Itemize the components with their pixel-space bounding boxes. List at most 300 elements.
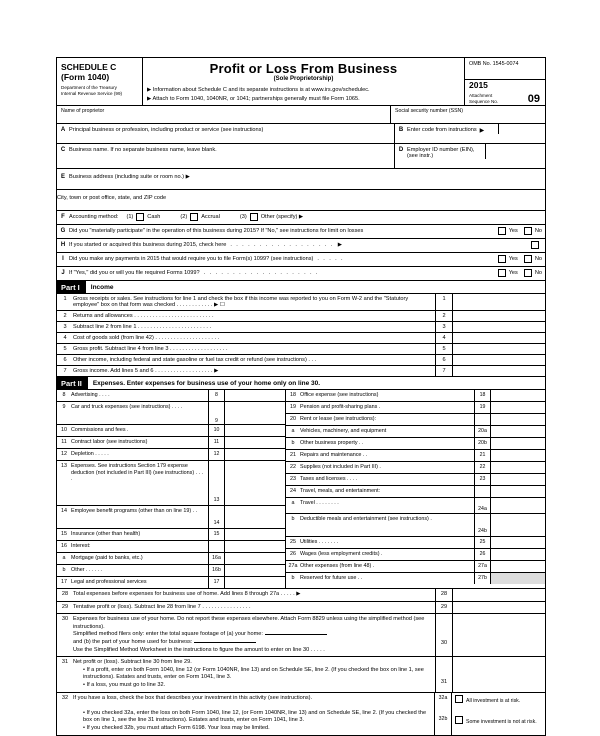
attachment-sequence bbox=[465, 91, 545, 105]
expense-num: 10 bbox=[61, 427, 67, 433]
row-i-label: Did you make any payments in 2015 that would require you to file Form(s) 1099? (see instructions) bbox=[69, 256, 314, 262]
line-29-amount[interactable] bbox=[453, 602, 545, 614]
expense-desc: Legal and professional services bbox=[71, 579, 147, 585]
expense-amount[interactable] bbox=[225, 402, 285, 424]
ssn-field[interactable] bbox=[391, 106, 545, 123]
expense-num: 22 bbox=[290, 464, 296, 470]
line-32a-row[interactable] bbox=[435, 693, 545, 714]
expense-amount[interactable] bbox=[225, 529, 285, 540]
expense-desc: Wages (less employment credits) . bbox=[300, 551, 383, 557]
cash-checkbox[interactable] bbox=[136, 213, 144, 221]
expense-amount[interactable] bbox=[491, 474, 545, 485]
expense-num: 11 bbox=[61, 439, 67, 445]
expense-num: 27a bbox=[288, 563, 298, 569]
line-31 bbox=[57, 657, 545, 692]
row-g-no-label: No bbox=[534, 228, 542, 234]
row-d-letter: D bbox=[398, 147, 404, 153]
expense-desc: Reserved for future use . . bbox=[300, 575, 363, 581]
row-j-dots: . . . . . . . . . . . . . . . . . . . . bbox=[203, 270, 319, 276]
expense-desc: Deductible meals and entertainment (see instructions) . bbox=[300, 516, 432, 522]
expense-amount[interactable] bbox=[225, 506, 285, 528]
expense-row bbox=[57, 506, 285, 529]
expense-desc: Travel . . . . . . . . bbox=[300, 500, 339, 506]
expense-num: 25 bbox=[290, 539, 296, 545]
row-i-no-label: No bbox=[534, 256, 542, 262]
row-h-dots: . . . . . . . . . . . . . . . . . . bbox=[230, 242, 334, 248]
line-30-num: 30 bbox=[61, 616, 69, 623]
expense-row bbox=[286, 438, 545, 450]
line-28-box-label: 28 bbox=[435, 589, 453, 601]
row-b-entry[interactable] bbox=[498, 124, 545, 134]
expense-row bbox=[57, 425, 285, 437]
part-1-header bbox=[57, 281, 545, 294]
row-d[interactable] bbox=[395, 144, 545, 168]
line-7 bbox=[57, 366, 545, 377]
line-1-desc: Gross receipts or sales. See instructions for line 1 and check the box if this income was reported to you on Form W-2 and the "Statutory employee" box on that form was checked . . . . . . . . . . . . ▶ ☐ bbox=[73, 296, 409, 308]
line-4-desc: Cost of goods sold (from line 42) . . . . . . . . . . . . . . . . . . . . . bbox=[73, 335, 220, 341]
expense-amount[interactable] bbox=[491, 498, 545, 513]
line-31-box-label: 31 bbox=[435, 657, 453, 691]
row-g bbox=[57, 225, 545, 239]
expense-line-label: 19 bbox=[474, 402, 491, 413]
row-h-arrow-icon: ▶ bbox=[337, 242, 343, 248]
line-4-box-label: 4 bbox=[435, 333, 453, 343]
expense-amount bbox=[491, 486, 545, 497]
row-g-yes-label: Yes bbox=[508, 228, 518, 234]
line-30-amount[interactable] bbox=[453, 614, 545, 656]
line-2-num: 2 bbox=[63, 313, 67, 319]
expense-amount[interactable] bbox=[491, 450, 545, 461]
expense-row bbox=[286, 573, 545, 584]
attachment-label-1: Attachment bbox=[469, 93, 493, 98]
row-a-letter: A bbox=[60, 127, 66, 133]
row-j-no-checkbox[interactable] bbox=[524, 269, 532, 277]
expense-amount bbox=[491, 414, 545, 425]
row-e-address[interactable] bbox=[57, 169, 545, 189]
expense-num: a bbox=[291, 500, 295, 506]
expense-num: 8 bbox=[62, 392, 66, 398]
row-c-d bbox=[57, 144, 545, 169]
line-5-desc: Gross profit. Subtract line 4 from line 3 . . . . . . . . . . . . . . . . . . . bbox=[73, 346, 228, 352]
line-1-num: 1 bbox=[63, 296, 67, 302]
omb-number: OMB No. 1545-0074 bbox=[465, 58, 545, 80]
expense-desc: Utilities . . . . . . . bbox=[300, 539, 339, 545]
line-32b-text: Some investment is not at risk. bbox=[466, 718, 537, 725]
row-h-letter: H bbox=[60, 242, 66, 248]
expense-row bbox=[57, 461, 285, 506]
line-3 bbox=[57, 322, 545, 333]
expense-amount[interactable] bbox=[225, 541, 285, 552]
expense-row bbox=[286, 537, 545, 549]
f-opt1-num: (1) bbox=[126, 214, 134, 220]
row-j-yes-label: Yes bbox=[508, 270, 518, 276]
sequence-number: 09 bbox=[527, 93, 540, 105]
accounting-method-label: Accounting method: bbox=[69, 214, 119, 220]
row-g-no-checkbox[interactable] bbox=[524, 227, 532, 235]
expense-line-label: 12 bbox=[208, 449, 225, 460]
line-28-num: 28 bbox=[61, 591, 69, 597]
expense-desc: Advertising . . . . bbox=[71, 392, 110, 398]
part-1-label: Part I bbox=[57, 281, 86, 293]
row-i-yes-checkbox[interactable] bbox=[498, 255, 506, 263]
attachment-label-2: Sequence No. bbox=[469, 98, 499, 104]
row-g-body bbox=[69, 225, 545, 238]
expense-amount[interactable] bbox=[491, 561, 545, 572]
form-title-block bbox=[143, 58, 465, 105]
row-g-yes-checkbox[interactable] bbox=[498, 227, 506, 235]
line-6 bbox=[57, 355, 545, 366]
row-c-label: Business name. If no separate business name, leave blank. bbox=[69, 147, 217, 153]
expense-row bbox=[57, 449, 285, 461]
line-30-desc-c: and (b) the part of your home used for business: bbox=[73, 638, 193, 645]
expense-row bbox=[286, 426, 545, 438]
row-i-body bbox=[69, 253, 545, 266]
expense-amount[interactable] bbox=[225, 577, 285, 588]
expense-num: 21 bbox=[290, 452, 296, 458]
expense-row bbox=[286, 414, 545, 426]
expense-line-label: 14 bbox=[208, 506, 225, 528]
row-b-arrow-icon: ▶ bbox=[479, 128, 485, 134]
expense-num: 26 bbox=[290, 551, 296, 557]
expense-line-label: 20b bbox=[474, 438, 491, 449]
row-i-dots: . . . . . bbox=[317, 256, 344, 262]
expenses-right-column bbox=[286, 390, 545, 588]
row-j-yes-checkbox[interactable] bbox=[498, 269, 506, 277]
expense-amount[interactable] bbox=[491, 390, 545, 401]
expense-line-label: 8 bbox=[208, 390, 225, 401]
row-i-letter: I bbox=[62, 256, 64, 262]
expense-desc: Rent or lease (see instructions): bbox=[300, 416, 377, 422]
attachment-sequence-label bbox=[465, 91, 498, 105]
part-2-header bbox=[57, 377, 545, 390]
expense-amount[interactable] bbox=[225, 553, 285, 564]
tax-year-value: 2015 bbox=[469, 80, 488, 90]
page-subtitle: (Sole Proprietorship) bbox=[273, 76, 334, 82]
expense-line-label: 18 bbox=[474, 390, 491, 401]
row-i bbox=[57, 253, 545, 267]
row-j bbox=[57, 267, 545, 281]
line-2-desc: Returns and allowances . . . . . . . . . . . . . . . . . . . . . . . . . . bbox=[73, 313, 214, 319]
expense-desc: Contract labor (see instructions) bbox=[71, 439, 148, 445]
line-6-desc: Other income, including federal and state gasoline or fuel tax credit or refund (see instructions) . . . bbox=[73, 357, 317, 363]
expense-line-label: 16a bbox=[208, 553, 225, 564]
expense-line-label: 9 bbox=[208, 402, 225, 424]
row-a-label: Principal business or profession, including product or service (see instructions) bbox=[69, 127, 264, 133]
expense-desc: Insurance (other than health) bbox=[71, 531, 141, 537]
row-b-letter: B bbox=[398, 127, 404, 133]
line-32b-row[interactable] bbox=[435, 714, 545, 735]
ssn-label: Social security number (SSN) bbox=[395, 108, 464, 114]
line-7-amount[interactable] bbox=[453, 366, 545, 376]
line-5-amount[interactable] bbox=[453, 344, 545, 354]
line-30-business-sqft-input[interactable] bbox=[194, 642, 256, 643]
line-1-amount[interactable] bbox=[453, 294, 545, 310]
all-investment-at-risk-checkbox[interactable] bbox=[455, 695, 463, 703]
expense-row bbox=[286, 514, 545, 537]
row-f-letter: F bbox=[61, 214, 65, 220]
proprietor-label: Name of proprietor bbox=[61, 108, 105, 114]
line-4-num: 4 bbox=[63, 335, 67, 341]
expense-num: b bbox=[291, 575, 295, 581]
expense-num: 20 bbox=[290, 416, 296, 422]
line-7-desc: Gross income. Add lines 5 and 6 . . . . . . . . . . . . . . . . . . . ▶ bbox=[73, 368, 219, 374]
expenses-left-column bbox=[57, 390, 286, 588]
row-i-yes-label: Yes bbox=[508, 256, 518, 262]
expense-num: 23 bbox=[290, 476, 296, 482]
expense-line-label: 16b bbox=[208, 565, 225, 576]
expense-num: b bbox=[291, 516, 295, 522]
row-g-label: Did you "materially participate" in the operation of this business during 2015? If "No," see instructions for limit on losses bbox=[69, 228, 364, 234]
line-30-desc-b: Simplified method filers only: enter the total square footage of (a) your home: bbox=[73, 631, 263, 638]
line-6-num: 6 bbox=[63, 357, 67, 363]
line-1-box-label: 1 bbox=[435, 294, 453, 310]
expense-amount[interactable] bbox=[225, 390, 285, 401]
line-6-amount[interactable] bbox=[453, 355, 545, 365]
row-j-yesno bbox=[492, 269, 545, 277]
line-5 bbox=[57, 344, 545, 355]
row-e-city-cell[interactable] bbox=[57, 190, 545, 210]
row-d-entry[interactable] bbox=[485, 144, 545, 159]
expense-desc: Other expenses (from line 48) . bbox=[300, 563, 375, 569]
expense-desc: Supplies (not included in Part III) . bbox=[300, 464, 381, 470]
row-j-no-label: No bbox=[534, 270, 542, 276]
line-32b-option[interactable] bbox=[452, 714, 539, 735]
line-29-desc: Tentative profit or (loss). Subtract line 28 from line 7 . . . . . . . . . . . . . . . . bbox=[73, 603, 251, 610]
line-4 bbox=[57, 333, 545, 344]
expense-amount[interactable] bbox=[225, 461, 285, 505]
proprietor-field[interactable] bbox=[57, 106, 391, 123]
line-32 bbox=[57, 693, 545, 735]
expense-amount bbox=[491, 573, 545, 584]
expense-amount[interactable] bbox=[491, 514, 545, 536]
expense-desc: Taxes and licenses . . . . bbox=[300, 476, 358, 482]
line-32a-option[interactable] bbox=[452, 693, 522, 714]
expense-desc: Travel, meals, and entertainment: bbox=[300, 488, 381, 494]
row-j-body bbox=[69, 267, 545, 280]
line-32-desc-b: • If you checked 32a, enter the loss on both Form 1040, line 12, (or Form 1040NR, line 13) and on Schedule SE, line 2. (If you checked the box on line 1, see the line 31 instructions). Estates and trusts, enter on Form 1041, line 3. bbox=[83, 709, 427, 724]
expense-line-label: 11 bbox=[208, 437, 225, 448]
line-30-box-label: 30 bbox=[435, 614, 453, 656]
part-2-title: Expenses. Enter expenses for business use of your home only on line 30. bbox=[92, 379, 321, 387]
schedule-c-form bbox=[56, 57, 546, 736]
expense-desc: Office expense (see instructions) bbox=[300, 392, 379, 398]
line-31-desc-b: • If a profit, enter on both Form 1040, line 12 (or Form 1040NR, line 13) and on Schedule SE, line 2. (If you checked the box on line 1, see instructions). Estates and trusts, enter on Form 1041, line 3. bbox=[83, 666, 424, 681]
expense-row bbox=[286, 450, 545, 462]
row-h-checkbox-wrap bbox=[525, 241, 545, 249]
row-h-checkbox[interactable] bbox=[531, 241, 539, 249]
expense-line-label bbox=[474, 486, 491, 497]
line-30 bbox=[57, 614, 545, 657]
f-opt3-label: Other (specify) ▶ bbox=[260, 214, 304, 220]
row-a-b bbox=[57, 124, 545, 144]
f-opt2-label: Accrual bbox=[201, 214, 220, 220]
expense-row bbox=[57, 529, 285, 541]
row-g-letter: G bbox=[60, 228, 66, 234]
line-31-amount[interactable] bbox=[453, 657, 545, 691]
line-3-amount[interactable] bbox=[453, 322, 545, 332]
expense-amount[interactable] bbox=[225, 565, 285, 576]
row-h bbox=[57, 239, 545, 253]
expense-row bbox=[57, 437, 285, 449]
expense-amount[interactable] bbox=[225, 449, 285, 460]
row-a[interactable] bbox=[57, 124, 395, 143]
accrual-checkbox[interactable] bbox=[190, 213, 198, 221]
page-title: Profit or Loss From Business bbox=[209, 61, 398, 76]
expense-num: 16 bbox=[61, 543, 67, 549]
f-opt1-label: Cash bbox=[147, 214, 161, 220]
attach-line: ▶ Attach to Form 1040, 1040NR, or 1041; partnerships generally must file Form 1065. bbox=[147, 96, 360, 102]
dept-line-1: Department of the Treasury bbox=[61, 85, 117, 90]
f-opt3-num: (3) bbox=[239, 214, 247, 220]
expense-line-label: 23 bbox=[474, 474, 491, 485]
expense-num: 12 bbox=[61, 451, 67, 457]
expense-desc: Other . . . . . . bbox=[71, 567, 103, 573]
line-5-box-label: 5 bbox=[435, 344, 453, 354]
expense-line-label: 25 bbox=[474, 537, 491, 548]
expense-line-label: 10 bbox=[208, 425, 225, 436]
expense-line-label: 24a bbox=[474, 498, 491, 513]
row-i-no-checkbox[interactable] bbox=[524, 255, 532, 263]
line-28-desc: Total expenses before expenses for business use of home. Add lines 8 through 27a . . . . . ▶ bbox=[73, 591, 301, 597]
omb-block bbox=[465, 58, 545, 105]
row-j-letter: J bbox=[61, 270, 65, 276]
line-32a-label: 32a bbox=[435, 693, 452, 714]
expense-num: 9 bbox=[62, 404, 66, 410]
some-investment-not-at-risk-checkbox[interactable] bbox=[455, 716, 463, 724]
line-1 bbox=[57, 294, 545, 311]
line-31-desc bbox=[73, 657, 435, 691]
expense-amount[interactable] bbox=[491, 537, 545, 548]
expense-line-label: 27b bbox=[474, 573, 491, 584]
expense-amount[interactable] bbox=[491, 402, 545, 413]
form-header bbox=[57, 58, 545, 106]
line-2-amount[interactable] bbox=[453, 311, 545, 321]
line-29-num: 29 bbox=[61, 603, 69, 610]
row-h-body bbox=[69, 239, 545, 252]
row-c-letter: C bbox=[60, 147, 66, 153]
expense-line-label: 21 bbox=[474, 450, 491, 461]
expense-num: 15 bbox=[61, 531, 67, 537]
row-f bbox=[57, 211, 545, 225]
expense-desc: Expenses. See instructions Section 179 expense deduction (not included in Part III) (see instructions) . . . . bbox=[71, 463, 204, 483]
row-d-label: Employer ID number (EIN), (see instr.) bbox=[407, 147, 475, 159]
expense-line-label: 13 bbox=[208, 461, 225, 505]
expense-row bbox=[286, 561, 545, 573]
expense-num: 14 bbox=[61, 508, 67, 514]
line-32-risk-box bbox=[434, 693, 545, 735]
expense-num: 24 bbox=[290, 488, 296, 494]
line-2-box-label: 2 bbox=[435, 311, 453, 321]
row-c[interactable] bbox=[57, 144, 395, 168]
row-e-city[interactable] bbox=[57, 190, 545, 211]
line-7-box-label: 7 bbox=[435, 366, 453, 376]
part-2-label: Part II bbox=[57, 377, 88, 389]
other-method-checkbox[interactable] bbox=[250, 213, 258, 221]
line-32-num: 32 bbox=[61, 694, 69, 701]
expense-desc: Commissions and fees . bbox=[71, 427, 129, 433]
expense-line-label: 15 bbox=[208, 529, 225, 540]
form-identifier bbox=[57, 58, 143, 105]
row-e-letter: E bbox=[60, 174, 65, 180]
expense-num: 13 bbox=[61, 463, 67, 469]
expense-row bbox=[286, 549, 545, 561]
expense-desc: Employee benefit programs (other than on line 19) . . bbox=[71, 508, 198, 514]
line-2 bbox=[57, 311, 545, 322]
expense-row bbox=[57, 565, 285, 577]
expense-line-label: 17 bbox=[208, 577, 225, 588]
line-32-desc-a: If you have a loss, check the box that describes your investment in this activity (see instructions). bbox=[73, 694, 313, 701]
line-28-amount[interactable] bbox=[453, 589, 545, 601]
line-4-amount[interactable] bbox=[453, 333, 545, 343]
expense-amount[interactable] bbox=[225, 437, 285, 448]
expense-num: 18 bbox=[290, 392, 296, 398]
row-e-city-label: City, town or post office, state, and ZIP code bbox=[57, 195, 167, 201]
row-b[interactable] bbox=[395, 124, 545, 143]
line-31-num: 31 bbox=[61, 659, 69, 666]
line-31-desc-a: Net profit or (loss). Subtract line 30 from line 29. bbox=[73, 659, 192, 666]
expense-line-label: 26 bbox=[474, 549, 491, 560]
line-30-desc bbox=[73, 614, 435, 656]
expense-desc: Interest: bbox=[71, 543, 91, 549]
expense-row bbox=[57, 577, 285, 588]
line-31-desc-c: • If a loss, you must go to line 32. bbox=[83, 681, 166, 688]
expense-amount[interactable] bbox=[491, 438, 545, 449]
line-32-desc bbox=[73, 693, 434, 735]
expense-row bbox=[57, 553, 285, 565]
expense-desc: Depletion . . . . . bbox=[71, 451, 109, 457]
expense-amount[interactable] bbox=[225, 425, 285, 436]
expense-amount[interactable] bbox=[491, 426, 545, 437]
name-ssn-row bbox=[57, 106, 545, 124]
row-g-yesno bbox=[492, 227, 545, 235]
line-32b-label: 32b bbox=[435, 714, 452, 735]
expense-row bbox=[286, 462, 545, 474]
expense-num: b bbox=[62, 567, 66, 573]
schedule-label: SCHEDULE C bbox=[61, 62, 117, 72]
line-32-desc-c: • If you checked 32b, you must attach Form 6198. Your loss may be limited. bbox=[83, 724, 270, 731]
row-e[interactable] bbox=[57, 169, 545, 190]
expense-amount[interactable] bbox=[491, 549, 545, 560]
expense-row bbox=[57, 402, 285, 425]
expense-row bbox=[286, 402, 545, 414]
expense-desc: Repairs and maintenance . . bbox=[300, 452, 368, 458]
line-29-box-label: 29 bbox=[435, 602, 453, 614]
line-30-desc-a: Expenses for business use of your home. Do not report these expenses elsewhere. Attach Form 8829 unless using the simplified method (see instructions). bbox=[73, 616, 425, 630]
expense-line-label bbox=[474, 414, 491, 425]
line-3-desc: Subtract line 2 from line 1 . . . . . . . . . . . . . . . . . . . . . . . . bbox=[73, 324, 212, 330]
row-e-label: Business address (including suite or room no.) ▶ bbox=[69, 174, 190, 180]
expense-num: 19 bbox=[290, 404, 296, 410]
row-i-yesno bbox=[492, 255, 545, 263]
expense-num: b bbox=[291, 440, 295, 446]
expense-line-label: 24b bbox=[474, 514, 491, 536]
expense-num: a bbox=[291, 428, 295, 434]
row-f-body bbox=[69, 211, 545, 224]
expense-row bbox=[286, 474, 545, 486]
expense-line-label: 20a bbox=[474, 426, 491, 437]
f-opt2-num: (2) bbox=[180, 214, 188, 220]
expense-line-label bbox=[208, 541, 225, 552]
expense-num: 17 bbox=[61, 579, 67, 585]
expense-desc: Mortgage (paid to banks, etc.) bbox=[71, 555, 143, 561]
expense-num: a bbox=[62, 555, 66, 561]
line-3-num: 3 bbox=[63, 324, 67, 330]
expense-desc: Pension and profit-sharing plans . bbox=[300, 404, 381, 410]
line-30-home-sqft-input[interactable] bbox=[265, 634, 327, 635]
line-7-num: 7 bbox=[63, 368, 67, 374]
row-b-label: Enter code from instructions bbox=[407, 127, 477, 133]
expense-amount[interactable] bbox=[491, 462, 545, 473]
